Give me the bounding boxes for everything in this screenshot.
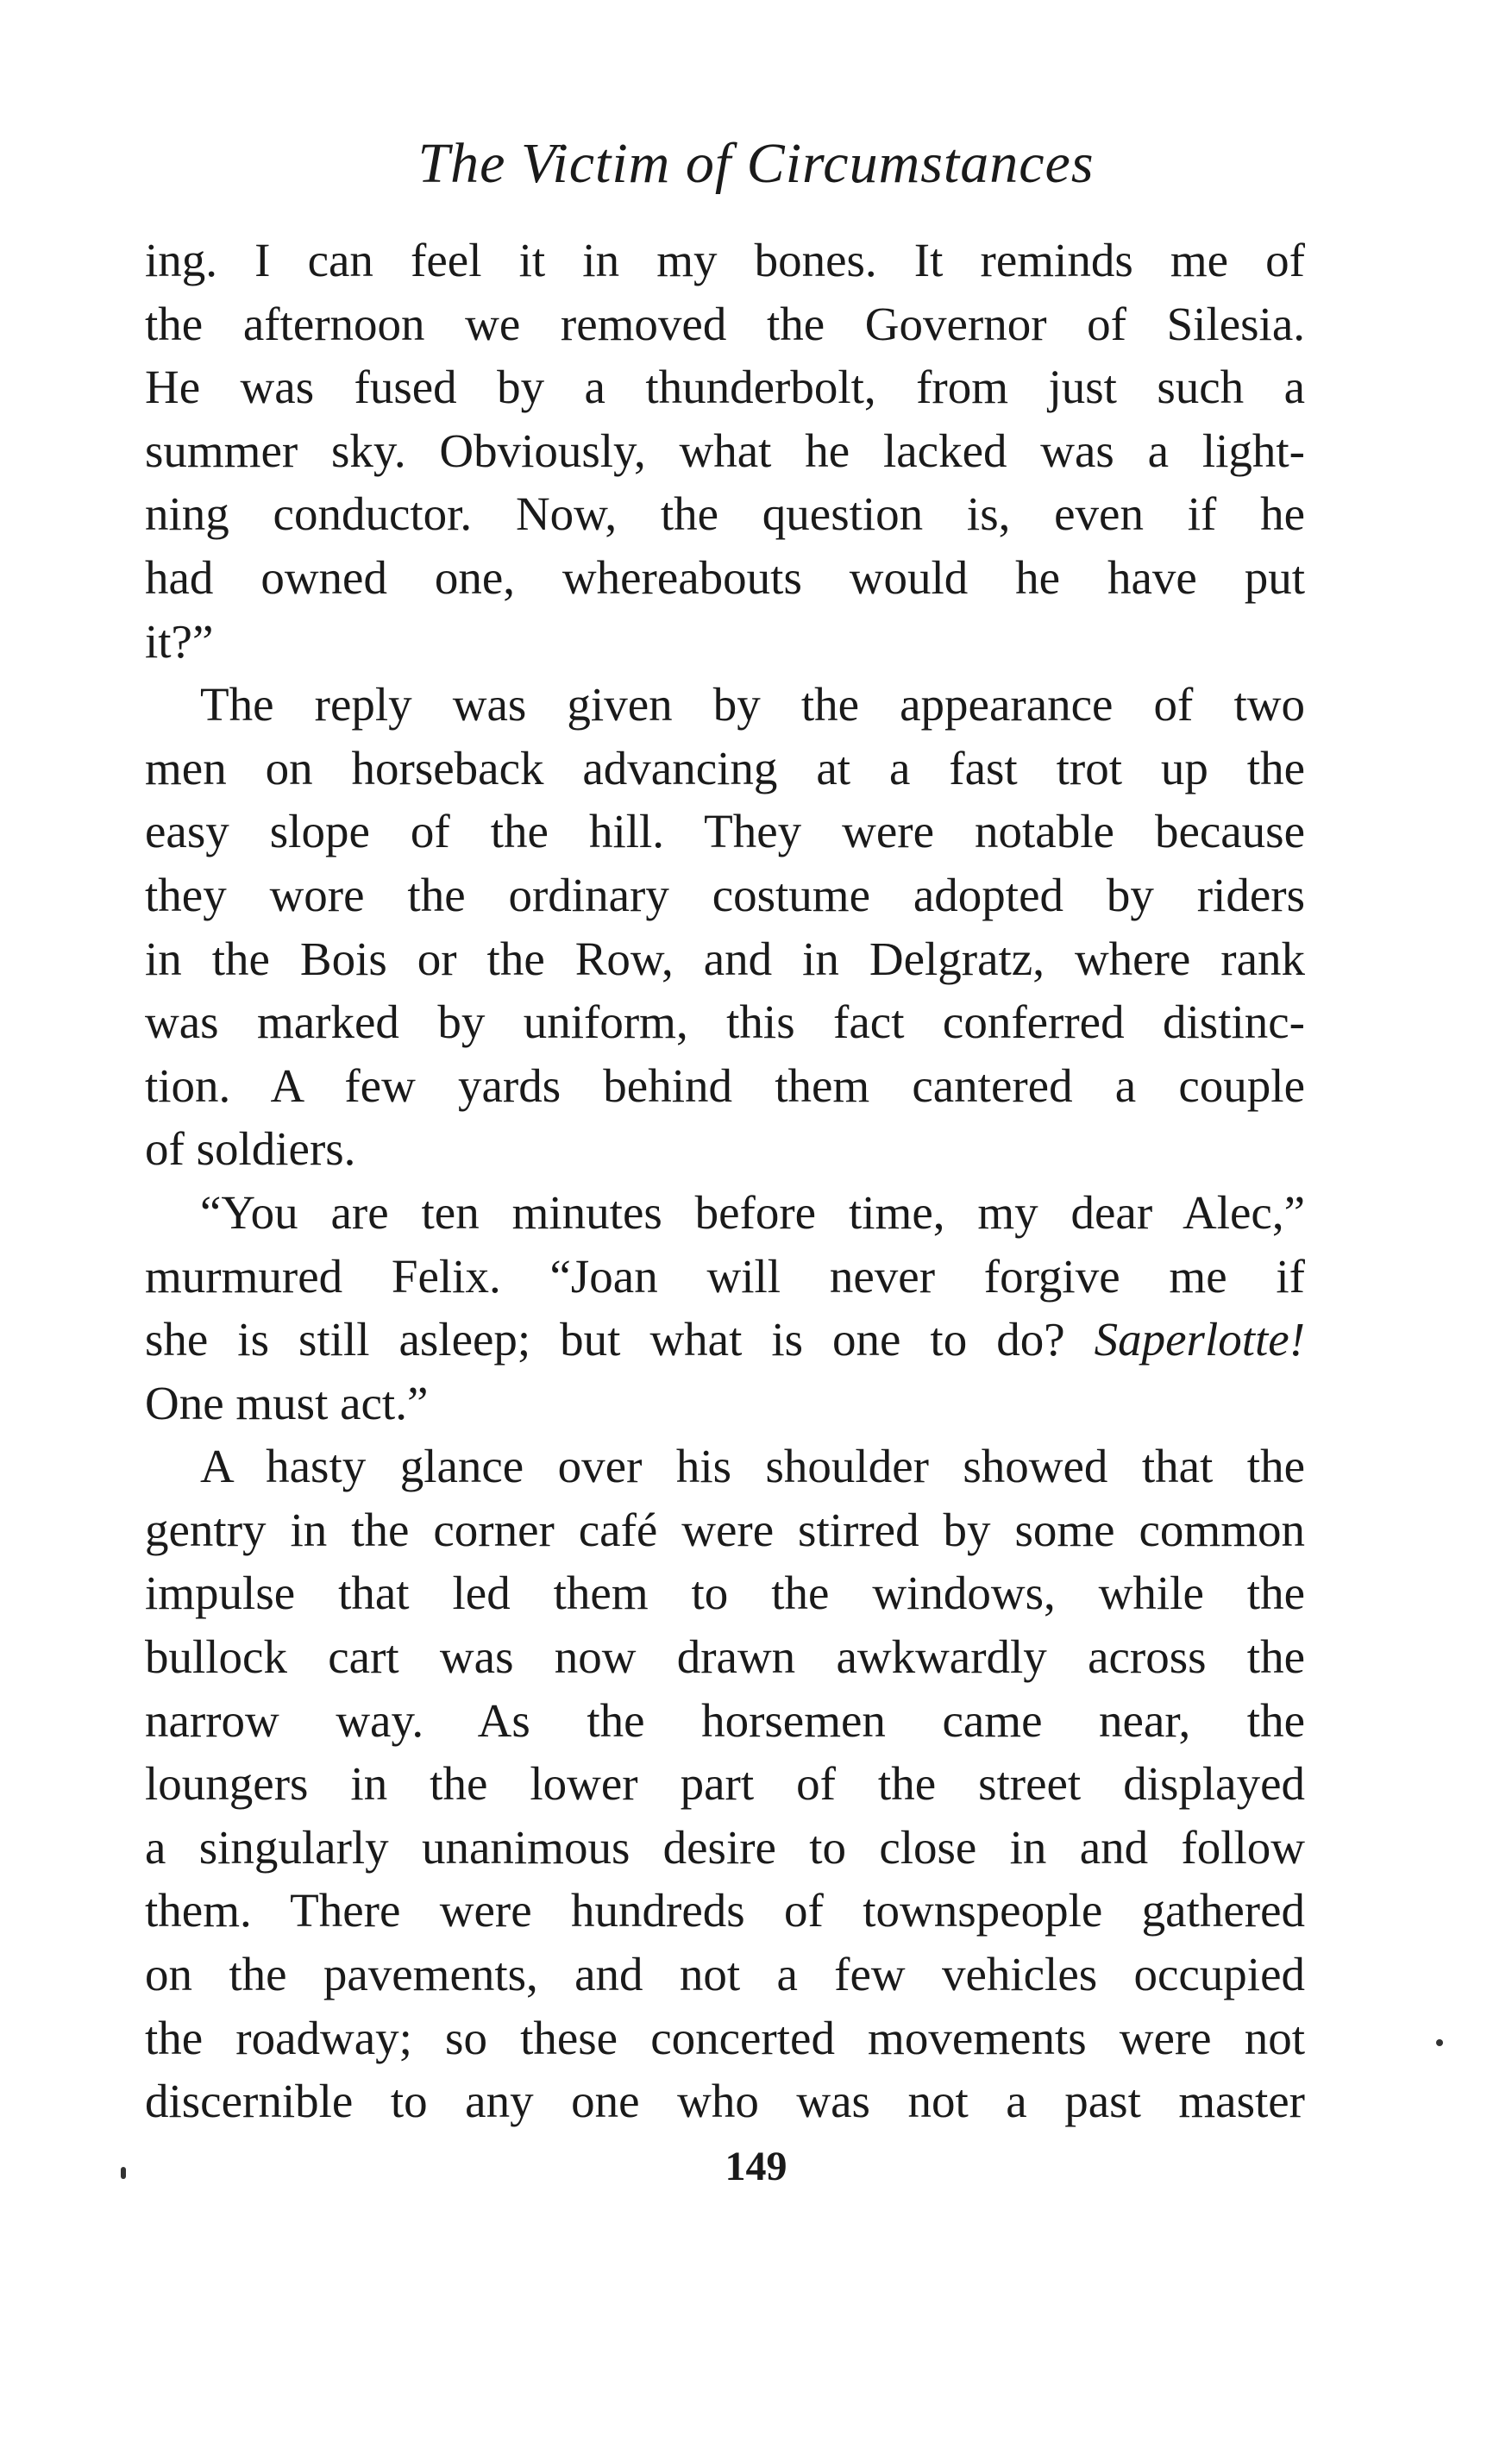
body-text <box>145 229 1305 2133</box>
paper-speck <box>1436 2039 1443 2046</box>
text-line: of soldiers. <box>145 1122 356 1176</box>
text-line: men on horseback advancing at a fast trot up the <box>145 741 1305 794</box>
text-line: in the Bois or the Row, and in Delgratz, where rank <box>145 932 1305 985</box>
text-line: summer sky. Obviously, what he lacked was a light- <box>145 424 1305 477</box>
text-line: on the pavements, and not a few vehicles occupied <box>145 1948 1305 2001</box>
text-line: ing. I can feel it in my bones. It reminds me of <box>145 234 1305 286</box>
running-title: The Victim of Circumstances <box>417 132 1095 195</box>
text-line: He was fused by a thunderbolt, from just such a <box>145 361 1305 414</box>
text-line: a singularly unanimous desire to close in and follow <box>145 1820 1305 1874</box>
text-line-with-italic <box>145 1308 1305 1372</box>
italic-exclamation: Saperlotte! <box>1094 1313 1306 1366</box>
text-line: gentry in the corner café were stirred by some common <box>145 1503 1305 1556</box>
text-line: tion. A few yards behind them cantered a couple <box>145 1058 1305 1112</box>
text-line: One must act.” <box>145 1376 429 1429</box>
text-segment: she is still asleep; but what is one to do? <box>145 1313 1065 1366</box>
text-line: “You are ten minutes before time, my dear Alec,” <box>200 1185 1305 1239</box>
text-line: narrow way. As the horsemen came near, the <box>145 1693 1305 1747</box>
text-line: discernible to any one who was not a past master <box>145 2075 1305 2128</box>
text-line: was marked by uniform, this fact conferred distinc- <box>145 995 1305 1049</box>
text-line: had owned one, whereabouts would he have put <box>145 550 1305 604</box>
text-line: it?” <box>145 614 214 668</box>
text-line: bullock cart was now drawn awkwardly across the <box>145 1630 1305 1684</box>
text-line: impulse that led them to the windows, while the <box>145 1567 1305 1620</box>
text-line: the roadway; so these concerted movements were not <box>145 2011 1305 2064</box>
text-line: they wore the ordinary costume adopted by riders <box>145 868 1305 921</box>
text-line: The reply was given by the appearance of two <box>200 678 1305 732</box>
text-line: loungers in the lower part of the street displayed <box>145 1757 1305 1811</box>
text-line: murmured Felix. “Joan will never forgive me if <box>145 1249 1305 1303</box>
text-line: A hasty glance over his shoulder showed that the <box>200 1440 1305 1493</box>
text-line: easy slope of the hill. They were notable because <box>145 805 1305 858</box>
text-line: the afternoon we removed the Governor of Silesia. <box>145 297 1305 350</box>
page-number: 149 <box>725 2144 787 2189</box>
paper-speck <box>121 2167 126 2179</box>
text-line: ning conductor. Now, the question is, even if he <box>145 487 1305 541</box>
text-line: them. There were hundreds of townspeople gathered <box>145 1884 1305 1937</box>
